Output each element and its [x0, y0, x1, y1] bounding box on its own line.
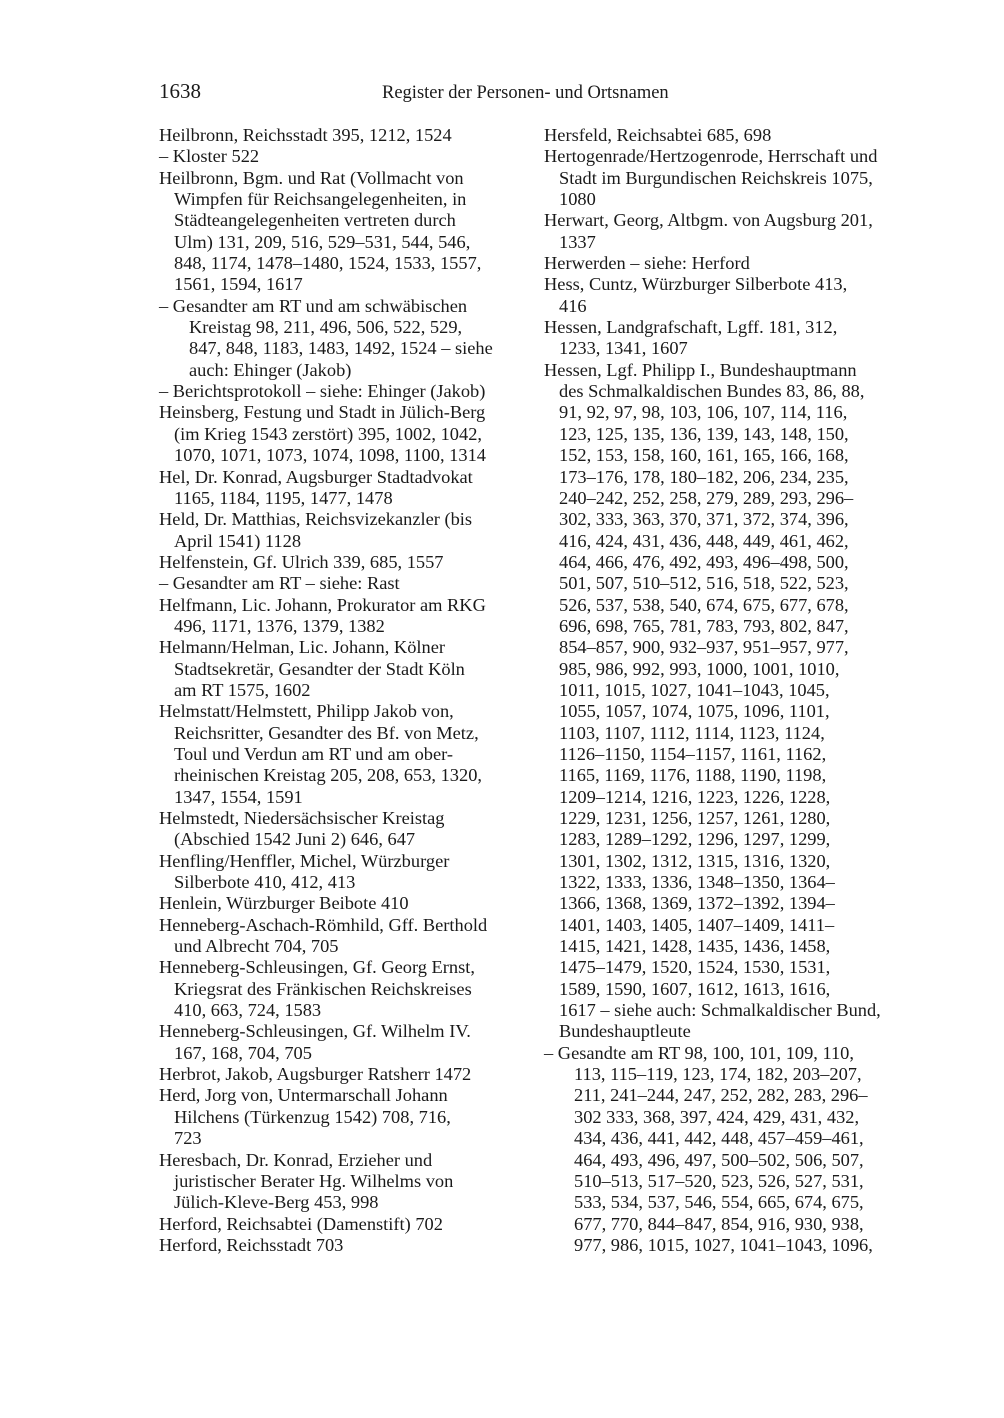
index-subentry: – Gesandter am RT und am schwäbischen Kreistag 98, 211, 496, 506, 522, 529, 847, 848, 1183, 1483, 1492, 1524 – siehe auch: Ehinger (Jakob) — [159, 295, 493, 380]
index-entry: Hel, Dr. Konrad, Augsburger Stadtadvokat 1165, 1184, 1195, 1477, 1478 — [159, 466, 473, 508]
index-entry: Henlein, Würzburger Beibote 410 — [159, 893, 409, 914]
index-subentry: – Berichtsprotokoll – siehe: Ehinger (Jakob) — [159, 381, 486, 402]
index-entry: Helmstatt/Helmstett, Philipp Jakob von, Reichsritter, Gesandter des Bf. von Metz, Toul und Verdun am RT und am ober- rheinischen Kreistag 205, 208, 653, 1320, 1347, 1554, 1591 — [159, 701, 482, 807]
running-head: Register der Personen- und Ortsnamen — [382, 83, 669, 103]
index-entry: Henfling/Henffler, Michel, Würzburger Silberbote 410, 412, 413 — [159, 850, 450, 893]
index-entry: Hertogenrade/Hertzogenrode, Herrschaft und Stadt im Burgundischen Reichskreis 1075, 1080 — [544, 146, 878, 210]
index-entry: Herd, Jorg von, Untermarschall Johann Hilchens (Türkenzug 1542) 708, 716, 723 — [159, 1085, 451, 1149]
index-subentry: – Gesandter am RT – siehe: Rast — [159, 573, 400, 594]
page-number: 1638 — [159, 79, 201, 103]
index-entry: Henneberg-Aschach-Römhild, Gff. Berthold und Albrecht 704, 705 — [159, 914, 488, 957]
index-entry: Helmann/Helman, Lic. Johann, Kölner Stadtsekretär, Gesandter der Stadt Köln am RT 1575, 1602 — [159, 637, 465, 700]
index-entry: Hess, Cuntz, Würzburger Silberbote 413, 416 — [544, 274, 848, 316]
index-entry: Herbrot, Jakob, Augsburger Ratsherr 1472 — [159, 1064, 472, 1085]
index-entry: Heinsberg, Festung und Stadt in Jülich-Berg (im Krieg 1543 zerstört) 395, 1002, 1042, 1070, 1071, 1073, 1074, 1098, 1100, 1314 — [159, 402, 486, 466]
index-column-right — [544, 125, 916, 1256]
index-entry: Henneberg-Schleusingen, Gf. Georg Ernst, Kriegsrat des Fränkischen Reichskreises 410, 663, 724, 1583 — [159, 957, 475, 1021]
index-subentry: – Gesandte am RT 98, 100, 101, 109, 110, 113, 115–119, 123, 174, 182, 203–207, 211, 241–244, 247, 252, 282, 283, 296– 302 333, 368, 397, 424, 429, 431, 432, 434, 436, 441, 442, 448, 457–459–461, 464, 493, 496, 497, 500–502, 506, 507, 510–513, 517–520, 523, 526, 527, 531, 533, 534, 537, 546, 554, 665, 674, 675, 677, 770, 844–847, 854, 916, 930, 938, 977, 986, 1015, 1027, 1041–1043, 1096, — [544, 1042, 873, 1255]
index-entry: Heilbronn, Bgm. und Rat (Vollmacht von Wimpfen für Reichsangelegenheiten, in Städteangelegenheiten vertreten durch Ulm) 131, 209, 516, 529–531, 544, 546, 848, 1174, 1478–1480, 1524, 1533, 1557, 1561, 1594, 1617 — [159, 167, 482, 295]
index-entry: Herford, Reichsabtei (Damenstift) 702 — [159, 1213, 443, 1234]
index-entry: Helmstedt, Niedersächsischer Kreistag (Abschied 1542 Juni 2) 646, 647 — [159, 808, 445, 850]
index-entry: Helfmann, Lic. Johann, Prokurator am RKG 496, 1171, 1376, 1379, 1382 — [159, 594, 486, 636]
index-entry: Heilbronn, Reichsstadt 395, 1212, 1524 — [159, 125, 452, 145]
index-subentry: – Kloster 522 — [159, 146, 260, 167]
index-entry: Helfenstein, Gf. Ulrich 339, 685, 1557 — [159, 551, 444, 572]
index-entry: Hessen, Landgrafschaft, Lgff. 181, 312, 1233, 1341, 1607 — [544, 317, 838, 359]
index-entry: Herwerden – siehe: Herford — [544, 253, 750, 274]
index-entry: Henneberg-Schleusingen, Gf. Wilhelm IV. 167, 168, 704, 705 — [159, 1021, 471, 1063]
index-entry: Held, Dr. Matthias, Reichsvizekanzler (bis April 1541) 1128 — [159, 509, 473, 551]
index-entry: Heresbach, Dr. Konrad, Erzieher und juristischer Berater Hg. Wilhelms von Jülich-Kleve-Berg 453, 998 — [159, 1149, 454, 1213]
index-entry: Hessen, Lgf. Philipp I., Bundeshauptmann des Schmalkaldischen Bundes 83, 86, 88, 91, 92, 97, 98, 103, 106, 107, 114, 116, 123, 125, 135, 136, 139, 143, 148, 150, 152, 153, 158, 160, 161, 165, 166, 168, 173–176, 178, 180–182, 206, 234, 235, 240–242, 252, 258, 279, 289, 293, 296– 302, 333, 363, 370, 371, 372, 374, 396, 416, 424, 431, 436, 448, 449, 461, 462, 464, 466, 476, 492, 493, 496–498, 500, 501, 507, 510–512, 516, 518, 522, 523, 526, 537, 538, 540, 674, 675, 677, 678, 696, 698, 765, 781, 783, 793, 802, 847, 854–857, 900, 932–937, 951–957, 977, 985, 986, 992, 993, 1000, 1001, 1010, 1011, 1015, 1027, 1041–1043, 1045, 1055, 1057, 1074, 1075, 1096, 1101, 1103, 1107, 1112, 1114, 1123, 1124, 1126–1150, 1154–1157, 1161, 1162, 1165, 1169, 1176, 1188, 1190, 1198, 1209–1214, 1216, 1223, 1226, 1228, 1229, 1231, 1256, 1257, 1261, 1280, 1283, 1289–1292, 1296, 1297, 1299, 1301, 1302, 1312, 1315, 1316, 1320, 1322, 1333, 1336, 1348–1350, 1364– 1366, 1368, 1369, 1372–1392, 1394– 1401, 1403, 1405, 1407–1409, 1411– 1415, 1421, 1428, 1435, 1436, 1458, 1475–1479, 1520, 1524, 1530, 1531, 1589, 1590, 1607, 1612, 1613, 1616, 1617 – siehe auch: Schmalkaldischer Bund, Bundeshauptleute — [544, 359, 881, 1042]
index-entry: Herford, Reichsstadt 703 — [159, 1234, 344, 1255]
index-column-left — [159, 125, 531, 1256]
index-entry: Herwart, Georg, Altbgm. von Augsburg 201, 1337 — [544, 210, 873, 252]
index-entry: Hersfeld, Reichsabtei 685, 698 — [544, 125, 772, 145]
